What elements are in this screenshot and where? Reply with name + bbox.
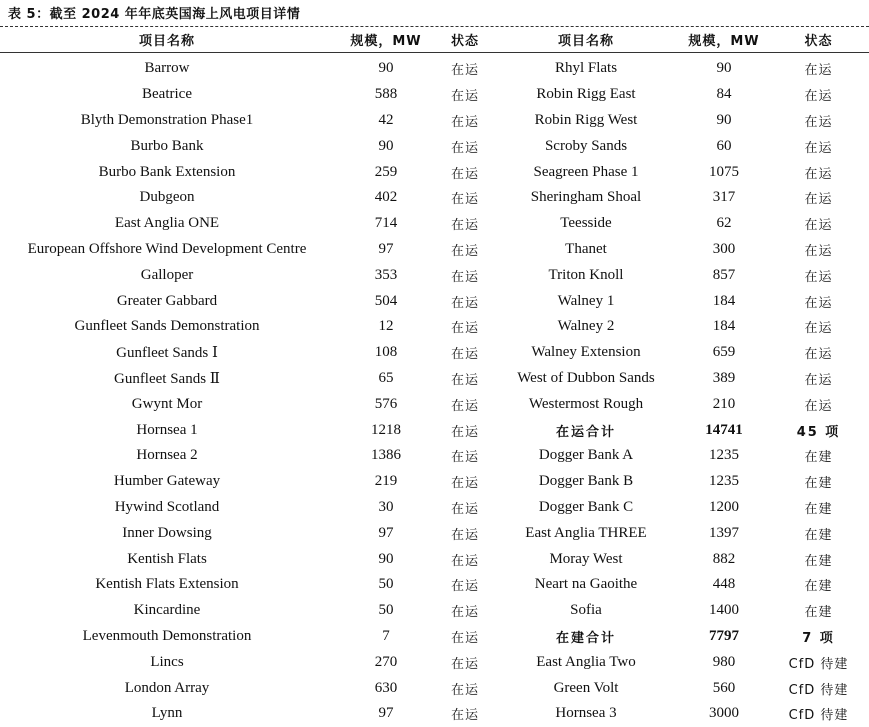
header-name-right: 项目名称 [557,34,614,49]
capacity-left: 42 [378,111,394,128]
status-left: 在运 [450,682,479,698]
project-name-left: Greater Gabbard [116,292,218,309]
capacity-right: 210 [712,395,736,412]
project-name-right: Dogger Bank C [538,498,634,515]
subtotal-count: 7 项 [802,630,835,646]
table-row [0,133,869,159]
project-name-right: Triton Knoll [548,266,624,283]
status-right: CfD 待建 [788,682,849,698]
status-left: 在运 [450,708,479,724]
project-name-right: Walney Extension [531,344,641,361]
capacity-right: 659 [712,344,736,361]
status-right: 在运 [804,140,833,156]
capacity-left: 259 [374,163,398,180]
capacity-left: 7 [382,627,390,644]
status-left: 在运 [450,192,479,208]
table-row [0,288,869,314]
table-row [0,366,869,392]
status-left: 在运 [450,372,479,388]
table-row [0,211,869,237]
status-left: 在运 [450,114,479,130]
capacity-right: 60 [716,137,732,154]
header-status-left: 状态 [450,34,479,49]
project-name-left: Inner Dowsing [122,524,212,541]
project-name-right: Teesside [560,215,612,232]
status-left: 在运 [450,218,479,234]
table-body [0,52,869,727]
capacity-right: 1075 [709,163,739,180]
capacity-left: 90 [378,60,394,77]
project-name-right: Green Volt [553,679,619,696]
subtotal-count: 45 项 [796,424,841,440]
header-name-left: 项目名称 [138,34,195,49]
capacity-left: 402 [374,189,398,206]
capacity-left: 90 [378,550,394,567]
table-row [0,237,869,263]
table-row [0,572,869,598]
project-name-right: West of Dubbon Sands [517,369,655,386]
capacity-right: 448 [712,576,736,593]
table-row [0,520,869,546]
status-left: 在运 [450,501,479,517]
project-name-left: Beatrice [142,86,192,103]
status-left: 在运 [450,450,479,466]
header-capacity-right: 规模，MW [688,34,760,49]
table-row [0,82,869,108]
status-right: 在运 [804,295,833,311]
capacity-left: 50 [378,576,394,593]
project-name-right: Hornsea 3 [555,705,617,722]
status-right: 在运 [804,372,833,388]
project-name-right: Robin Rigg East [536,86,636,103]
status-right: 在建 [804,527,833,543]
capacity-right: 3000 [709,705,739,722]
capacity-right: 62 [716,215,732,232]
project-name-right: Westermost Rough [528,395,644,412]
status-right: 在建 [804,553,833,569]
status-right: 在运 [804,321,833,337]
status-right: 在建 [804,579,833,595]
capacity-right: 184 [712,292,736,309]
table-row [0,443,869,469]
project-name-right: Rhyl Flats [554,60,618,77]
capacity-left: 504 [374,292,398,309]
capacity-right: 84 [716,86,732,103]
status-left: 在运 [450,527,479,543]
status-left: 在运 [450,605,479,621]
status-left: 在运 [450,166,479,182]
capacity-right: 90 [716,60,732,77]
status-left: 在运 [450,579,479,595]
capacity-left: 65 [378,369,394,386]
project-name-left: Gunfleet Sands Ⅰ [116,345,218,362]
project-name-left: Burbo Bank [130,137,204,154]
capacity-right: 980 [712,653,736,670]
status-left: 在运 [450,140,479,156]
status-left: 在运 [450,476,479,492]
table-row [0,598,869,624]
project-name-left: Dubgeon [139,189,195,206]
project-name-right: Neart na Gaoithe [534,576,638,593]
table-row [0,340,869,366]
subtotal-label: 在运合计 [555,424,616,440]
project-name-left: Lincs [150,653,184,670]
capacity-right: 1235 [709,473,739,490]
project-name-right: Thanet [565,240,607,257]
status-left: 在运 [450,630,479,646]
table-row [0,649,869,675]
capacity-right: 90 [716,111,732,128]
project-name-left: London Array [124,679,210,696]
header-status-right: 状态 [804,34,833,49]
capacity-left: 90 [378,137,394,154]
project-name-right: Sofia [570,602,602,619]
capacity-left: 714 [374,215,398,232]
status-left: 在运 [450,656,479,672]
status-left: 在运 [450,63,479,79]
table-row [0,262,869,288]
capacity-right: 1235 [709,447,739,464]
status-left: 在运 [450,295,479,311]
status-left: 在运 [450,553,479,569]
table-row [0,624,869,650]
project-name-right: Sheringham Shoal [530,189,642,206]
project-name-left: Burbo Bank Extension [98,163,236,180]
capacity-left: 576 [374,395,398,412]
table-row [0,495,869,521]
capacity-left: 588 [374,86,398,103]
project-name-left: Humber Gateway [113,473,221,490]
table-row [0,108,869,134]
project-name-left: Gunfleet Sands Demonstration [74,318,260,335]
capacity-right: 1400 [709,602,739,619]
table-row [0,159,869,185]
project-name-left: Gunfleet Sands Ⅱ [113,370,220,387]
status-left: 在运 [450,269,479,285]
status-right: CfD 待建 [788,656,849,672]
status-left: 在运 [450,398,479,414]
table-row [0,185,869,211]
table-row [0,469,869,495]
status-right: 在建 [804,450,833,466]
status-left: 在运 [450,321,479,337]
capacity-left: 219 [374,473,398,490]
project-name-left: Gwynt Mor [131,395,203,412]
project-name-left: Blyth Demonstration Phase1 [80,111,254,128]
status-right: CfD 待建 [788,708,849,724]
capacity-right: 1200 [709,498,739,515]
project-name-left: Hornsea 1 [136,421,198,438]
project-name-left: East Anglia ONE [114,215,220,232]
capacity-left: 630 [374,679,398,696]
table-caption: 表 5：截至 2024 年年底英国海上风电项目详情 [8,7,301,22]
project-name-left: Kentish Flats [127,550,207,567]
subtotal-capacity: 14741 [705,421,743,438]
subtotal-capacity: 7797 [709,627,739,644]
project-name-left: Hornsea 2 [136,447,198,464]
project-name-right: Moray West [549,550,623,567]
project-name-right: Seagreen Phase 1 [533,163,639,180]
header-row [0,27,869,52]
capacity-right: 882 [712,550,736,567]
project-name-left: Kincardine [133,602,201,619]
project-name-left: Hywind Scotland [114,498,220,515]
status-right: 在运 [804,398,833,414]
status-right: 在运 [804,192,833,208]
capacity-left: 12 [378,318,394,335]
capacity-left: 353 [374,266,398,283]
table-row [0,314,869,340]
capacity-right: 560 [712,679,736,696]
capacity-left: 97 [378,524,394,541]
capacity-left: 50 [378,602,394,619]
capacity-right: 300 [712,240,736,257]
project-name-right: East Anglia THREE [525,524,647,541]
capacity-left: 1218 [371,421,401,438]
table-row [0,417,869,443]
project-name-left: Barrow [144,60,190,77]
project-name-right: Scroby Sands [544,137,628,154]
status-right: 在运 [804,89,833,105]
capacity-right: 389 [712,369,736,386]
capacity-right: 184 [712,318,736,335]
status-right: 在建 [804,476,833,492]
project-name-left: Galloper [140,266,194,283]
capacity-left: 108 [374,344,398,361]
status-right: 在运 [804,243,833,259]
capacity-left: 1386 [371,447,401,464]
capacity-left: 270 [374,653,398,670]
project-name-right: Robin Rigg West [534,111,638,128]
project-name-left: Lynn [151,705,183,722]
capacity-left: 97 [378,240,394,257]
status-right: 在运 [804,114,833,130]
capacity-left: 97 [378,705,394,722]
project-name-right: East Anglia Two [536,653,636,670]
project-name-left: European Offshore Wind Development Centre [27,240,307,257]
status-right: 在运 [804,347,833,363]
project-name-right: Walney 2 [557,318,615,335]
status-right: 在建 [804,501,833,517]
offshore-wind-table [0,27,869,727]
project-name-left: Levenmouth Demonstration [82,627,252,644]
status-right: 在建 [804,605,833,621]
subtotal-label: 在建合计 [555,630,616,646]
table-row [0,56,869,82]
status-right: 在运 [804,269,833,285]
table-row [0,546,869,572]
table-row [0,675,869,701]
capacity-right: 857 [712,266,736,283]
status-left: 在运 [450,243,479,259]
capacity-right: 1397 [709,524,739,541]
capacity-left: 30 [378,498,394,515]
status-left: 在运 [450,424,479,440]
status-right: 在运 [804,166,833,182]
project-name-right: Walney 1 [557,292,615,309]
header-capacity-left: 规模，MW [350,34,422,49]
table-row [0,391,869,417]
status-left: 在运 [450,347,479,363]
status-right: 在运 [804,218,833,234]
capacity-right: 317 [712,189,736,206]
status-right: 在运 [804,63,833,79]
project-name-left: Kentish Flats Extension [95,576,239,593]
project-name-right: Dogger Bank B [538,473,634,490]
status-left: 在运 [450,89,479,105]
project-name-right: Dogger Bank A [538,447,634,464]
